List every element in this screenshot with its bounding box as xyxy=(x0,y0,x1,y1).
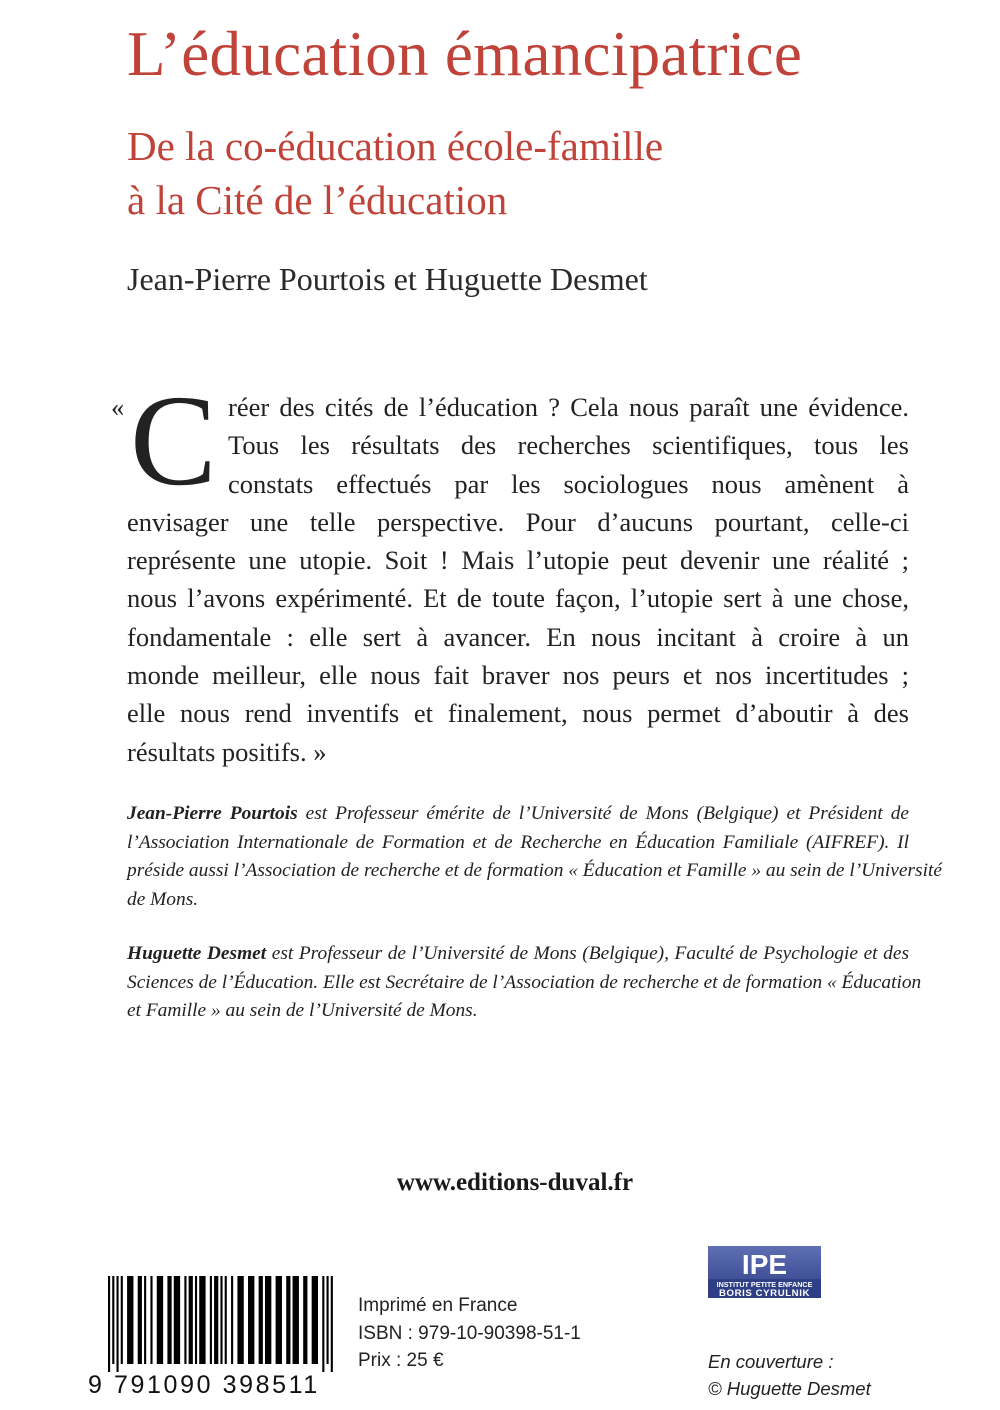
publisher-website[interactable]: www.editions-duval.fr xyxy=(396,1169,634,1196)
quote-line: représente une utopie. Soit ! Mais l’utopie peut devenir une réalité ; xyxy=(127,545,909,576)
barcode-bar xyxy=(127,1276,133,1364)
barcode-bar xyxy=(293,1276,299,1364)
printed-in-france: Imprimé en France xyxy=(358,1295,518,1316)
author-bio-pourtois xyxy=(127,800,942,914)
barcode-bar xyxy=(322,1276,324,1372)
bio-text: est Professeur de l’Université de Mons (Belgique), Faculté de Psychologie et des xyxy=(266,943,909,964)
quote-line: résultats positifs. » xyxy=(127,736,327,767)
barcode-bar xyxy=(276,1276,282,1364)
barcode-bar xyxy=(331,1276,333,1372)
isbn-text: ISBN : 979-10-90398-51-1 xyxy=(358,1322,581,1344)
barcode-bar xyxy=(121,1276,123,1364)
barcode-bar xyxy=(112,1276,114,1364)
print-info xyxy=(358,1292,581,1375)
isbn-barcode xyxy=(108,1276,335,1372)
quote-line: monde meilleur, elle nous fait braver nos peurs et nos incertitudes ; xyxy=(127,660,909,691)
ipe-logo-subtext: INSTITUT PETITE ENFANCE xyxy=(716,1280,813,1289)
bio-text: Sciences de l’Éducation. Elle est Secrétaire de l’Association de recherche et de formation « Éducation xyxy=(127,971,922,993)
barcode-bar xyxy=(210,1276,212,1364)
barcode-bar xyxy=(144,1276,146,1364)
barcode-bar xyxy=(108,1276,110,1372)
barcode-bar xyxy=(231,1276,233,1364)
author-bio-desmet xyxy=(127,940,922,1026)
barcode-bar xyxy=(174,1276,180,1364)
book-subtitle-line-1: De la co-éducation école-famille xyxy=(127,123,664,169)
barcode-bar xyxy=(237,1276,243,1364)
bio-text: de Mons. xyxy=(127,888,199,910)
barcode-bar xyxy=(214,1276,218,1364)
cover-credit-author: © Huguette Desmet xyxy=(708,1378,871,1399)
quote-open-mark: « xyxy=(111,392,125,422)
barcode-bar xyxy=(195,1276,197,1364)
bio-author-name: Huguette Desmet xyxy=(127,943,267,964)
book-title: L’éducation émancipatrice xyxy=(127,19,803,89)
barcode-bar xyxy=(150,1276,152,1364)
cover-credit xyxy=(708,1348,871,1402)
quote-line: nous l’avons expérimenté. Et de toute façon, l’utopie sert à une chose, xyxy=(127,583,909,614)
barcode-bar xyxy=(199,1276,205,1364)
quote-line: envisager une telle perspective. Pour d’aucuns pourtant, celle-ci xyxy=(127,506,909,537)
barcode-bar xyxy=(248,1276,254,1364)
quote-line: fondamentale : elle sert à avancer. En nous incitant à croire à un xyxy=(127,621,909,652)
quote-line: Tous les résultats des recherches scientifiques, tous les xyxy=(228,430,909,461)
barcode-bar xyxy=(303,1276,307,1364)
barcode-bar xyxy=(312,1276,318,1364)
bio-text: préside aussi l’Association de recherche et de formation « Éducation et Famille » au sein de l’Université xyxy=(127,860,942,881)
barcode-bar xyxy=(265,1276,271,1364)
ipe-logo xyxy=(708,1246,821,1298)
barcode-bar xyxy=(259,1276,263,1364)
bio-text: et Famille » au sein de l’Université de Mons. xyxy=(127,1000,478,1021)
quote-dropcap: C xyxy=(130,369,217,513)
ipe-logo-text: IPE xyxy=(741,1249,788,1280)
bio-text: est Professeur émérite de l’Université de Mons (Belgique) et Président de xyxy=(297,803,910,824)
bio-text: l’Association Internationale de Formation et de Recherche en Éducation Familiale (AIFREF). Il xyxy=(127,831,909,853)
barcode-bar xyxy=(286,1276,290,1364)
barcode-bar xyxy=(116,1276,118,1372)
barcode-bar xyxy=(184,1276,186,1364)
barcode-bar xyxy=(189,1276,193,1364)
barcode-bar xyxy=(220,1276,222,1364)
barcode-bar xyxy=(138,1276,142,1364)
barcode-bar xyxy=(157,1276,163,1364)
ipe-logo-subtext: BORIS CYRULNIK xyxy=(718,1288,811,1298)
back-cover-quote xyxy=(111,369,909,771)
barcode-bar xyxy=(167,1276,171,1364)
bio-author-name: Jean-Pierre Pourtois xyxy=(127,803,298,824)
book-subtitle-line-2: à la Cité de l’éducation xyxy=(127,177,508,223)
quote-line: réer des cités de l’éducation ? Cela nous paraît une évidence. xyxy=(228,392,909,422)
cover-credit-label: En couverture : xyxy=(708,1351,834,1372)
price-text: Prix : 25 € xyxy=(358,1350,444,1371)
quote-line: constats effectués par les sociologues nous amènent à xyxy=(228,468,909,499)
book-authors: Jean-Pierre Pourtois et Huguette Desmet xyxy=(127,261,648,297)
quote-line: elle nous rend inventifs et finalement, nous permet d’aboutir à des xyxy=(127,698,909,729)
barcode-bar xyxy=(327,1276,329,1364)
barcode-bar xyxy=(225,1276,227,1364)
barcode-number: 9 791090 398511 xyxy=(88,1371,320,1399)
